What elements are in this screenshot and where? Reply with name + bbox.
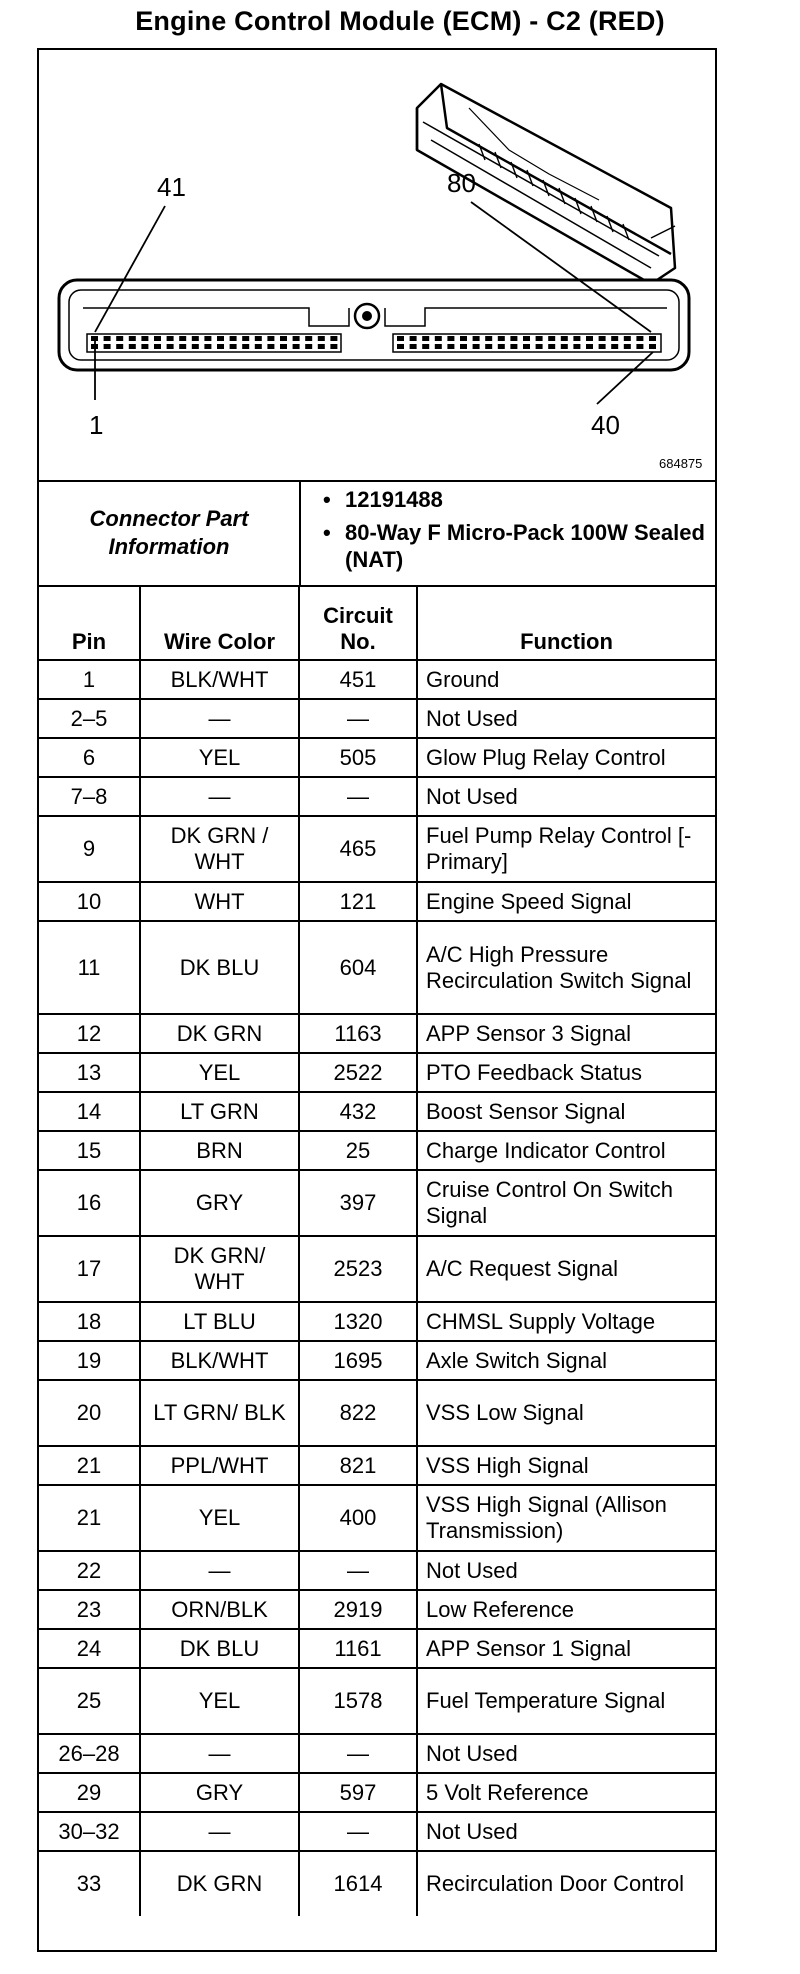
pin-cavity xyxy=(447,336,454,341)
pin-cavity xyxy=(435,344,442,349)
circuit-cell: 121 xyxy=(299,882,417,921)
wire-color-cell: YEL xyxy=(140,738,299,777)
wire-color-cell: — xyxy=(140,699,299,738)
header-circuit-no: Circuit No. xyxy=(299,585,417,660)
pin-cavity xyxy=(141,344,148,349)
function-cell: VSS Low Signal xyxy=(417,1380,715,1446)
pin-cell: 23 xyxy=(39,1590,140,1629)
pin-cavity xyxy=(586,336,593,341)
pin-cell: 6 xyxy=(39,738,140,777)
pin-cavity xyxy=(460,344,467,349)
header-function: Function xyxy=(417,585,715,660)
circuit-cell: 1161 xyxy=(299,1629,417,1668)
circuit-cell: 400 xyxy=(299,1485,417,1551)
connector-figure xyxy=(39,50,715,482)
circuit-cell: 1614 xyxy=(299,1851,417,1916)
pin-cavity xyxy=(460,336,467,341)
pin-cell: 7–8 xyxy=(39,777,140,816)
pin-cavity xyxy=(485,344,492,349)
table-row xyxy=(39,816,715,882)
pin-cavity xyxy=(548,336,555,341)
wire-color-cell: DK GRN xyxy=(140,1851,299,1916)
pin-cavity xyxy=(536,336,543,341)
circuit-cell: 397 xyxy=(299,1170,417,1236)
table-row xyxy=(39,777,715,816)
pin-cavity xyxy=(330,336,337,341)
circuit-cell: 2919 xyxy=(299,1590,417,1629)
table-row xyxy=(39,1302,715,1341)
wire-color-cell: DK GRN / WHT xyxy=(140,816,299,882)
function-cell: CHMSL Supply Voltage xyxy=(417,1302,715,1341)
pin-cavity xyxy=(204,336,211,341)
pin-cavity xyxy=(154,336,161,341)
pin-cavity xyxy=(586,344,593,349)
pin-cell: 10 xyxy=(39,882,140,921)
connector-info-list xyxy=(301,480,715,585)
table-row xyxy=(39,738,715,777)
function-cell: Not Used xyxy=(417,699,715,738)
function-cell: VSS High Signal xyxy=(417,1446,715,1485)
pin-cavity xyxy=(280,336,287,341)
pin-cavity xyxy=(179,344,186,349)
pin-cavity xyxy=(498,344,505,349)
pin-cavity xyxy=(230,344,237,349)
function-cell: VSS High Signal (Allison Transmission) xyxy=(417,1485,715,1551)
pin-cavity xyxy=(154,344,161,349)
part-number: • 12191488 xyxy=(323,486,707,513)
pin-cavity xyxy=(267,336,274,341)
table-row xyxy=(39,1590,715,1629)
wire-color-cell: GRY xyxy=(140,1170,299,1236)
table-row xyxy=(39,882,715,921)
pin-cavity xyxy=(293,344,300,349)
pin-cavity xyxy=(129,344,136,349)
pin-cell: 12 xyxy=(39,1014,140,1053)
pin-label-1: 1 xyxy=(89,410,104,440)
figure-id: 684875 xyxy=(659,456,703,471)
function-cell: Axle Switch Signal xyxy=(417,1341,715,1380)
pin-cell: 20 xyxy=(39,1380,140,1446)
pin-cavity xyxy=(473,336,480,341)
pin-cell: 16 xyxy=(39,1170,140,1236)
pin-cavity xyxy=(129,336,136,341)
function-cell: A/C Request Signal xyxy=(417,1236,715,1302)
pin-table-header xyxy=(39,585,715,660)
table-row xyxy=(39,1053,715,1092)
wire-color-cell: BLK/WHT xyxy=(140,1341,299,1380)
pin-cavity xyxy=(473,344,480,349)
circuit-cell: 25 xyxy=(299,1131,417,1170)
function-cell: Fuel Temperature Signal xyxy=(417,1668,715,1734)
pin-cavity xyxy=(280,344,287,349)
pin-cavity xyxy=(179,336,186,341)
wire-color-cell: LT BLU xyxy=(140,1302,299,1341)
wire-color-cell: YEL xyxy=(140,1053,299,1092)
wire-color-cell: DK BLU xyxy=(140,1629,299,1668)
pin-cavity xyxy=(561,344,568,349)
pin-cavity xyxy=(573,344,580,349)
function-cell: Recirculation Door Control xyxy=(417,1851,715,1916)
circuit-cell: 821 xyxy=(299,1446,417,1485)
pin-cell: 25 xyxy=(39,1668,140,1734)
connector-description: • 80-Way F Micro-Pack 100W Sealed (NAT) xyxy=(323,519,707,573)
pin-cell: 1 xyxy=(39,660,140,699)
pin-cell: 9 xyxy=(39,816,140,882)
pin-cell: 29 xyxy=(39,1773,140,1812)
pin-cavity xyxy=(561,336,568,341)
pin-cavity xyxy=(410,344,417,349)
table-row xyxy=(39,1092,715,1131)
wire-color-cell: PPL/WHT xyxy=(140,1446,299,1485)
pin-cavity xyxy=(636,336,643,341)
wire-color-cell: — xyxy=(140,1551,299,1590)
pin-cavity xyxy=(510,336,517,341)
connector-part-information xyxy=(39,480,715,587)
pin-cavity xyxy=(611,336,618,341)
function-cell: APP Sensor 3 Signal xyxy=(417,1014,715,1053)
pin-cavity xyxy=(267,344,274,349)
circuit-cell: 822 xyxy=(299,1380,417,1446)
pin-cell: 21 xyxy=(39,1446,140,1485)
circuit-cell: — xyxy=(299,699,417,738)
wire-color-cell: LT GRN xyxy=(140,1092,299,1131)
pin-cavity xyxy=(116,344,123,349)
pin-cavity xyxy=(305,344,312,349)
header-pin: Pin xyxy=(39,585,140,660)
pin-cavity xyxy=(318,344,325,349)
table-row xyxy=(39,1773,715,1812)
pin-cavity xyxy=(104,344,111,349)
function-cell: PTO Feedback Status xyxy=(417,1053,715,1092)
pin-cell: 15 xyxy=(39,1131,140,1170)
pin-cavity xyxy=(611,344,618,349)
pin-cavity xyxy=(167,336,174,341)
pin-cavity xyxy=(230,336,237,341)
wire-color-cell: DK GRN xyxy=(140,1014,299,1053)
pin-cavity xyxy=(435,336,442,341)
pin-cavity xyxy=(397,336,404,341)
pin-cavity xyxy=(141,336,148,341)
pin-cell: 11 xyxy=(39,921,140,1014)
wire-color-cell: — xyxy=(140,1812,299,1851)
table-row xyxy=(39,699,715,738)
circuit-cell: 465 xyxy=(299,816,417,882)
pin-cavity xyxy=(624,336,631,341)
pin-cell: 26–28 xyxy=(39,1734,140,1773)
pin-cell: 17 xyxy=(39,1236,140,1302)
table-row xyxy=(39,1446,715,1485)
pin-cavity xyxy=(624,344,631,349)
table-row xyxy=(39,1341,715,1380)
pin-cavity xyxy=(318,336,325,341)
connector-drawing xyxy=(39,50,715,480)
pin-cavity xyxy=(510,344,517,349)
pin-label-41: 41 xyxy=(157,172,186,202)
function-cell: Not Used xyxy=(417,1734,715,1773)
pin-cavity xyxy=(116,336,123,341)
pin-cavity xyxy=(293,336,300,341)
table-row xyxy=(39,1131,715,1170)
circuit-cell: 604 xyxy=(299,921,417,1014)
pin-cavity xyxy=(330,344,337,349)
pin-cell: 14 xyxy=(39,1092,140,1131)
connector-sheet xyxy=(37,48,717,1952)
table-row xyxy=(39,1485,715,1551)
pin-cavity xyxy=(192,344,199,349)
pin-cavity xyxy=(485,336,492,341)
pin-cell: 18 xyxy=(39,1302,140,1341)
circuit-cell: — xyxy=(299,1734,417,1773)
wire-color-cell: BLK/WHT xyxy=(140,660,299,699)
pin-cavity xyxy=(192,336,199,341)
function-cell: Not Used xyxy=(417,777,715,816)
function-cell: 5 Volt Reference xyxy=(417,1773,715,1812)
pin-cell: 13 xyxy=(39,1053,140,1092)
wire-color-cell: BRN xyxy=(140,1131,299,1170)
circuit-cell: — xyxy=(299,1812,417,1851)
wire-color-cell: ORN/BLK xyxy=(140,1590,299,1629)
wire-color-cell: YEL xyxy=(140,1485,299,1551)
circuit-cell: 597 xyxy=(299,1773,417,1812)
function-cell: Fuel Pump Relay Control [- Primary] xyxy=(417,816,715,882)
circuit-cell: 451 xyxy=(299,660,417,699)
wire-color-cell: GRY xyxy=(140,1773,299,1812)
wire-color-cell: — xyxy=(140,1734,299,1773)
table-row xyxy=(39,1812,715,1851)
connector-info-label: Connector Part Information xyxy=(39,480,301,585)
function-cell: Not Used xyxy=(417,1551,715,1590)
table-row xyxy=(39,1629,715,1668)
wire-color-cell: DK BLU xyxy=(140,921,299,1014)
circuit-cell: — xyxy=(299,1551,417,1590)
function-cell: Engine Speed Signal xyxy=(417,882,715,921)
circuit-cell: 1695 xyxy=(299,1341,417,1380)
pin-cavity xyxy=(410,336,417,341)
connector-face xyxy=(59,280,689,370)
pin-cavity xyxy=(104,336,111,341)
function-cell: Boost Sensor Signal xyxy=(417,1092,715,1131)
pin-cavity xyxy=(305,336,312,341)
pin-cavity xyxy=(498,336,505,341)
pin-cavity xyxy=(242,336,249,341)
pin-cell: 19 xyxy=(39,1341,140,1380)
pin-cell: 24 xyxy=(39,1629,140,1668)
wire-color-cell: — xyxy=(140,777,299,816)
function-cell: Low Reference xyxy=(417,1590,715,1629)
table-row xyxy=(39,1014,715,1053)
pin-cavity xyxy=(217,336,224,341)
pin-cell: 21 xyxy=(39,1485,140,1551)
pin-cavity xyxy=(217,344,224,349)
wire-color-cell: DK GRN/ WHT xyxy=(140,1236,299,1302)
pin-cavity xyxy=(242,344,249,349)
function-cell: A/C High Pressure Recirculation Switch Signal xyxy=(417,921,715,1014)
table-row xyxy=(39,1851,715,1916)
pin-cavity xyxy=(523,344,530,349)
pin-cavity xyxy=(167,344,174,349)
table-row xyxy=(39,1380,715,1446)
pin-label-40: 40 xyxy=(591,410,620,440)
table-row xyxy=(39,1170,715,1236)
wire-color-cell: WHT xyxy=(140,882,299,921)
pin-cavity xyxy=(599,344,606,349)
pin-table xyxy=(39,585,715,1916)
circuit-cell: 432 xyxy=(299,1092,417,1131)
circuit-cell: 1163 xyxy=(299,1014,417,1053)
function-cell: Not Used xyxy=(417,1812,715,1851)
table-row xyxy=(39,1734,715,1773)
function-cell: APP Sensor 1 Signal xyxy=(417,1629,715,1668)
pin-cavity xyxy=(573,336,580,341)
pin-cavity xyxy=(649,344,656,349)
pin-label-80: 80 xyxy=(447,168,476,198)
pin-cavity xyxy=(447,344,454,349)
header-wire-color: Wire Color xyxy=(140,585,299,660)
pin-cavity xyxy=(523,336,530,341)
pin-cell: 22 xyxy=(39,1551,140,1590)
pin-cavity xyxy=(548,344,555,349)
pin-cavity xyxy=(397,344,404,349)
table-row xyxy=(39,1668,715,1734)
wire-color-cell: LT GRN/ BLK xyxy=(140,1380,299,1446)
pin-cavity xyxy=(636,344,643,349)
pin-cavity xyxy=(255,344,262,349)
circuit-cell: 1578 xyxy=(299,1668,417,1734)
circuit-cell: 505 xyxy=(299,738,417,777)
circuit-cell: 1320 xyxy=(299,1302,417,1341)
page-title: Engine Control Module (ECM) - C2 (RED) xyxy=(135,6,665,36)
pin-cavity xyxy=(649,336,656,341)
pin-cavity xyxy=(422,336,429,341)
table-row xyxy=(39,1236,715,1302)
table-row xyxy=(39,1551,715,1590)
pin-cavity xyxy=(599,336,606,341)
pin-cell: 33 xyxy=(39,1851,140,1916)
pin-cavity xyxy=(204,344,211,349)
function-cell: Ground xyxy=(417,660,715,699)
function-cell: Charge Indicator Control xyxy=(417,1131,715,1170)
circuit-cell: 2522 xyxy=(299,1053,417,1092)
pin-cavity xyxy=(422,344,429,349)
circuit-cell: 2523 xyxy=(299,1236,417,1302)
pin-cavity xyxy=(255,336,262,341)
table-row xyxy=(39,660,715,699)
pin-cell: 30–32 xyxy=(39,1812,140,1851)
circuit-cell: — xyxy=(299,777,417,816)
table-row xyxy=(39,921,715,1014)
wire-color-cell: YEL xyxy=(140,1668,299,1734)
pin-cell: 2–5 xyxy=(39,699,140,738)
function-cell: Cruise Control On Switch Signal xyxy=(417,1170,715,1236)
function-cell: Glow Plug Relay Control xyxy=(417,738,715,777)
pin-cavity xyxy=(536,344,543,349)
